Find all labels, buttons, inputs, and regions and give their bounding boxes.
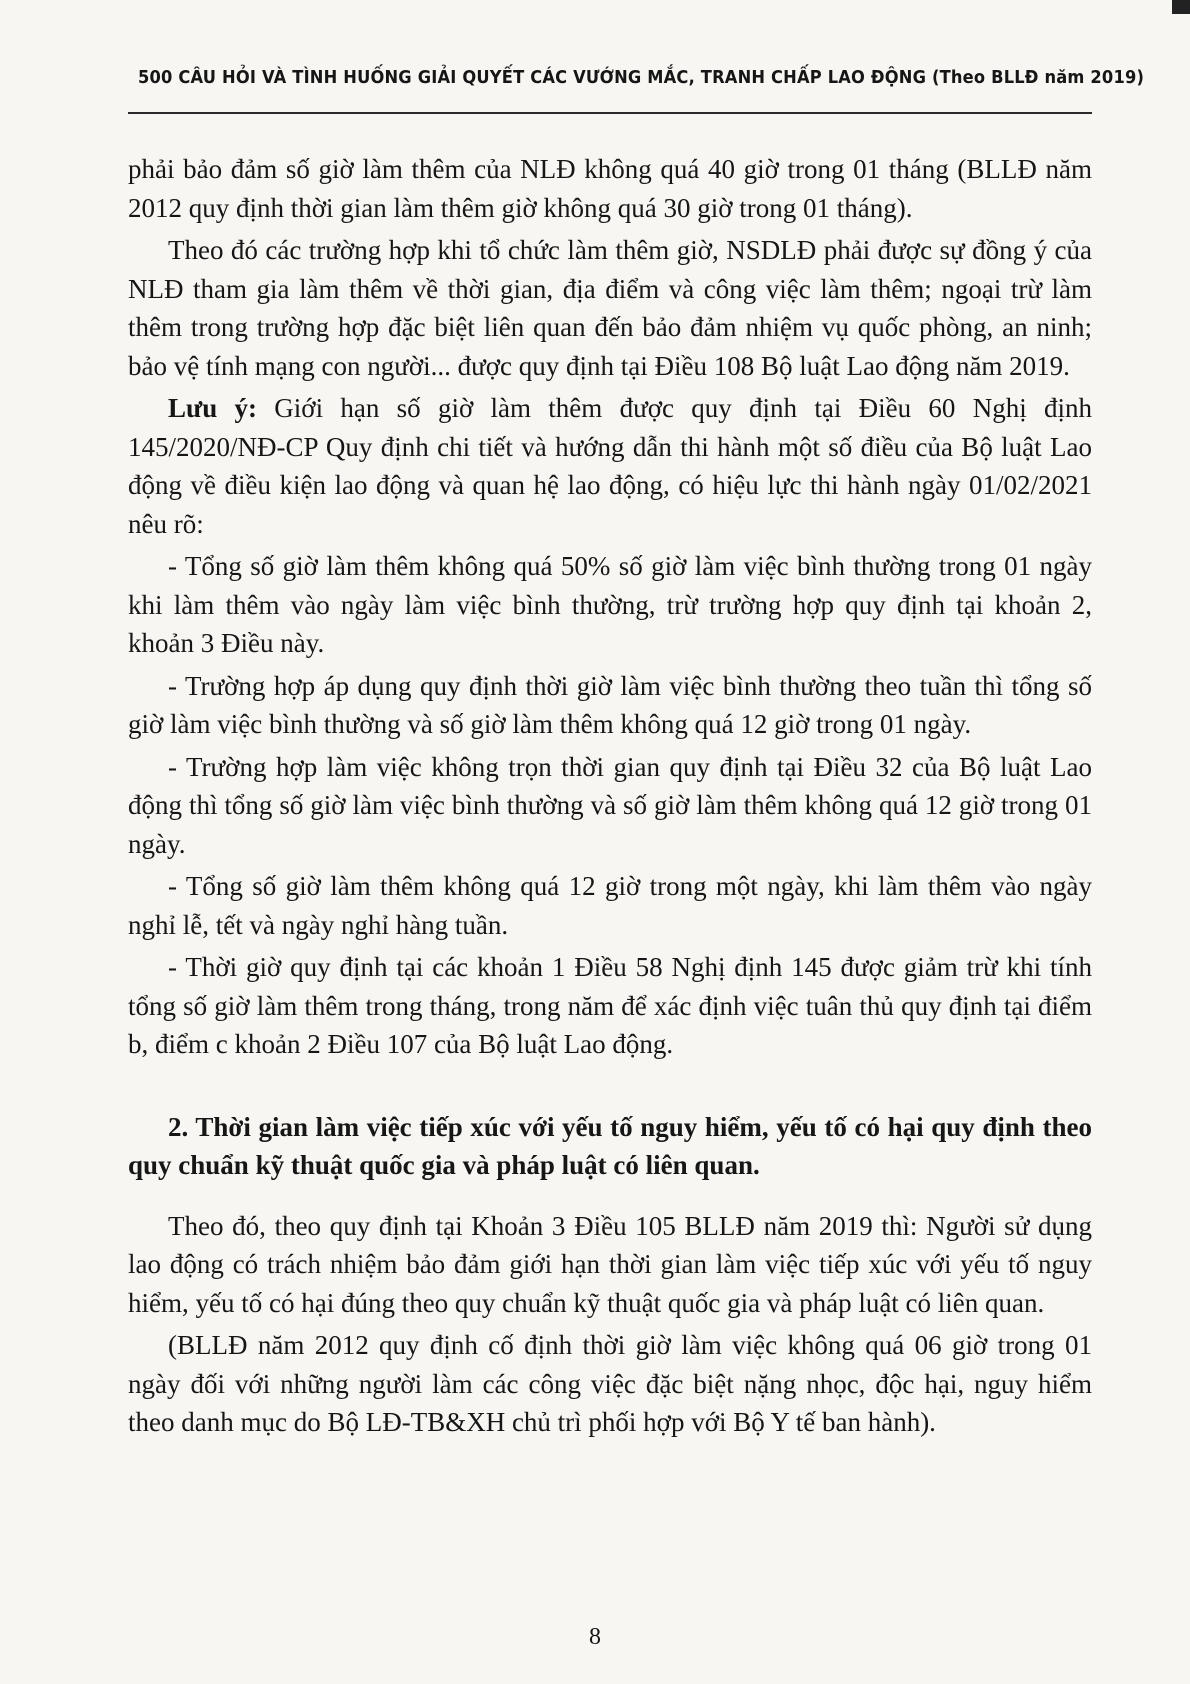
paragraph-2012-rule: (BLLĐ năm 2012 quy định cố định thời giờ làm việc không quá 06 giờ trong 01 ngày đối với những người làm các công việc đặc biệt nặng nhọc, độc hại, nguy hiểm theo danh mục do Bộ LĐ-TB&XH chủ trì phối hợp với Bộ Y tế ban hành). (128, 1330, 1092, 1437)
note-text: Giới hạn số giờ làm thêm được quy định tại Điều 60 Nghị định 145/2020/NĐ-CP Quy định chi tiết và hướng dẫn thi hành một số điều của Bộ luật Lao động về điều kiện lao động và quan hệ lao động, có hiệu lực thi hành ngày 01/02/2021 nêu rõ: (128, 393, 1092, 539)
paragraph-hazard-limits: Theo đó, theo quy định tại Khoản 3 Điều 105 BLLĐ năm 2019 thì: Người sử dụng lao động có trách nhiệm bảo đảm giới hạn thời gian làm việc tiếp xúc với yếu tố nguy hiểm, yếu tố có hại đúng theo quy chuẩn kỹ thuật quốc gia và pháp luật có liên quan. (128, 1210, 1092, 1318)
list-item: - Tổng số giờ làm thêm không quá 50% số giờ làm việc bình thường trong 01 ngày khi làm thêm vào ngày làm việc bình thường, trừ trường hợp quy định tại khoản 2, khoản 3 Điều này. (128, 551, 1092, 658)
paragraph-continued: phải bảo đảm số giờ làm thêm của NLĐ không quá 40 giờ trong 01 tháng (BLLĐ năm 2012 quy định thời gian làm thêm giờ không quá 30 giờ trong 01 tháng). (128, 154, 1092, 223)
header-rule (128, 112, 1092, 114)
section-heading: 2. Thời gian làm việc tiếp xúc với yếu tố nguy hiểm, yếu tố có hại quy định theo quy chuẩn kỹ thuật quốc gia và pháp luật có liên quan. (128, 1111, 1092, 1180)
scan-corner-mark (1172, 0, 1190, 14)
page-number: 8 (589, 1624, 601, 1650)
running-header: 500 CÂU HỎI VÀ TÌNH HUỐNG GIẢI QUYẾT CÁC VƯỚNG MẮC, TRANH CHẤP LAO ĐỘNG (Theo BLLĐ năm 2019) (138, 68, 1145, 88)
note-label: Lưu ý: (168, 393, 258, 423)
list-item: - Trường hợp áp dụng quy định thời giờ làm việc bình thường theo tuần thì tổng số giờ làm việc bình thường và số giờ làm thêm không quá 12 giờ trong 01 ngày. (128, 670, 1092, 739)
list-item: - Trường hợp làm việc không trọn thời gian quy định tại Điều 32 của Bộ luật Lao động thì tổng số giờ làm việc bình thường và số giờ làm thêm không quá 12 giờ trong 01 ngày. (128, 751, 1092, 859)
paragraph-overtime-consent: Theo đó các trường hợp khi tổ chức làm thêm giờ, NSDLĐ phải được sự đồng ý của NLĐ tham gia làm thêm về thời gian, địa điểm và công việc làm thêm; ngoại trừ làm thêm trong trường hợp đặc biệt liên quan đến bảo đảm nhiệm vụ quốc phòng, an ninh; bảo vệ tính mạng con người... được quy định tại Điều 108 Bộ luật Lao động năm 2019. (128, 235, 1092, 381)
note-paragraph (128, 389, 1092, 543)
list-item: - Thời giờ quy định tại các khoản 1 Điều 58 Nghị định 145 được giảm trừ khi tính tổng số giờ làm thêm trong tháng, trong năm để xác định việc tuân thủ quy định tại điểm b, điểm c khoản 2 Điều 107 của Bộ luật Lao động. (128, 952, 1092, 1059)
list-item: - Tổng số giờ làm thêm không quá 12 giờ trong một ngày, khi làm thêm vào ngày nghỉ lễ, tết và ngày nghỉ hàng tuần. (128, 871, 1092, 940)
page-body (128, 150, 1092, 1442)
